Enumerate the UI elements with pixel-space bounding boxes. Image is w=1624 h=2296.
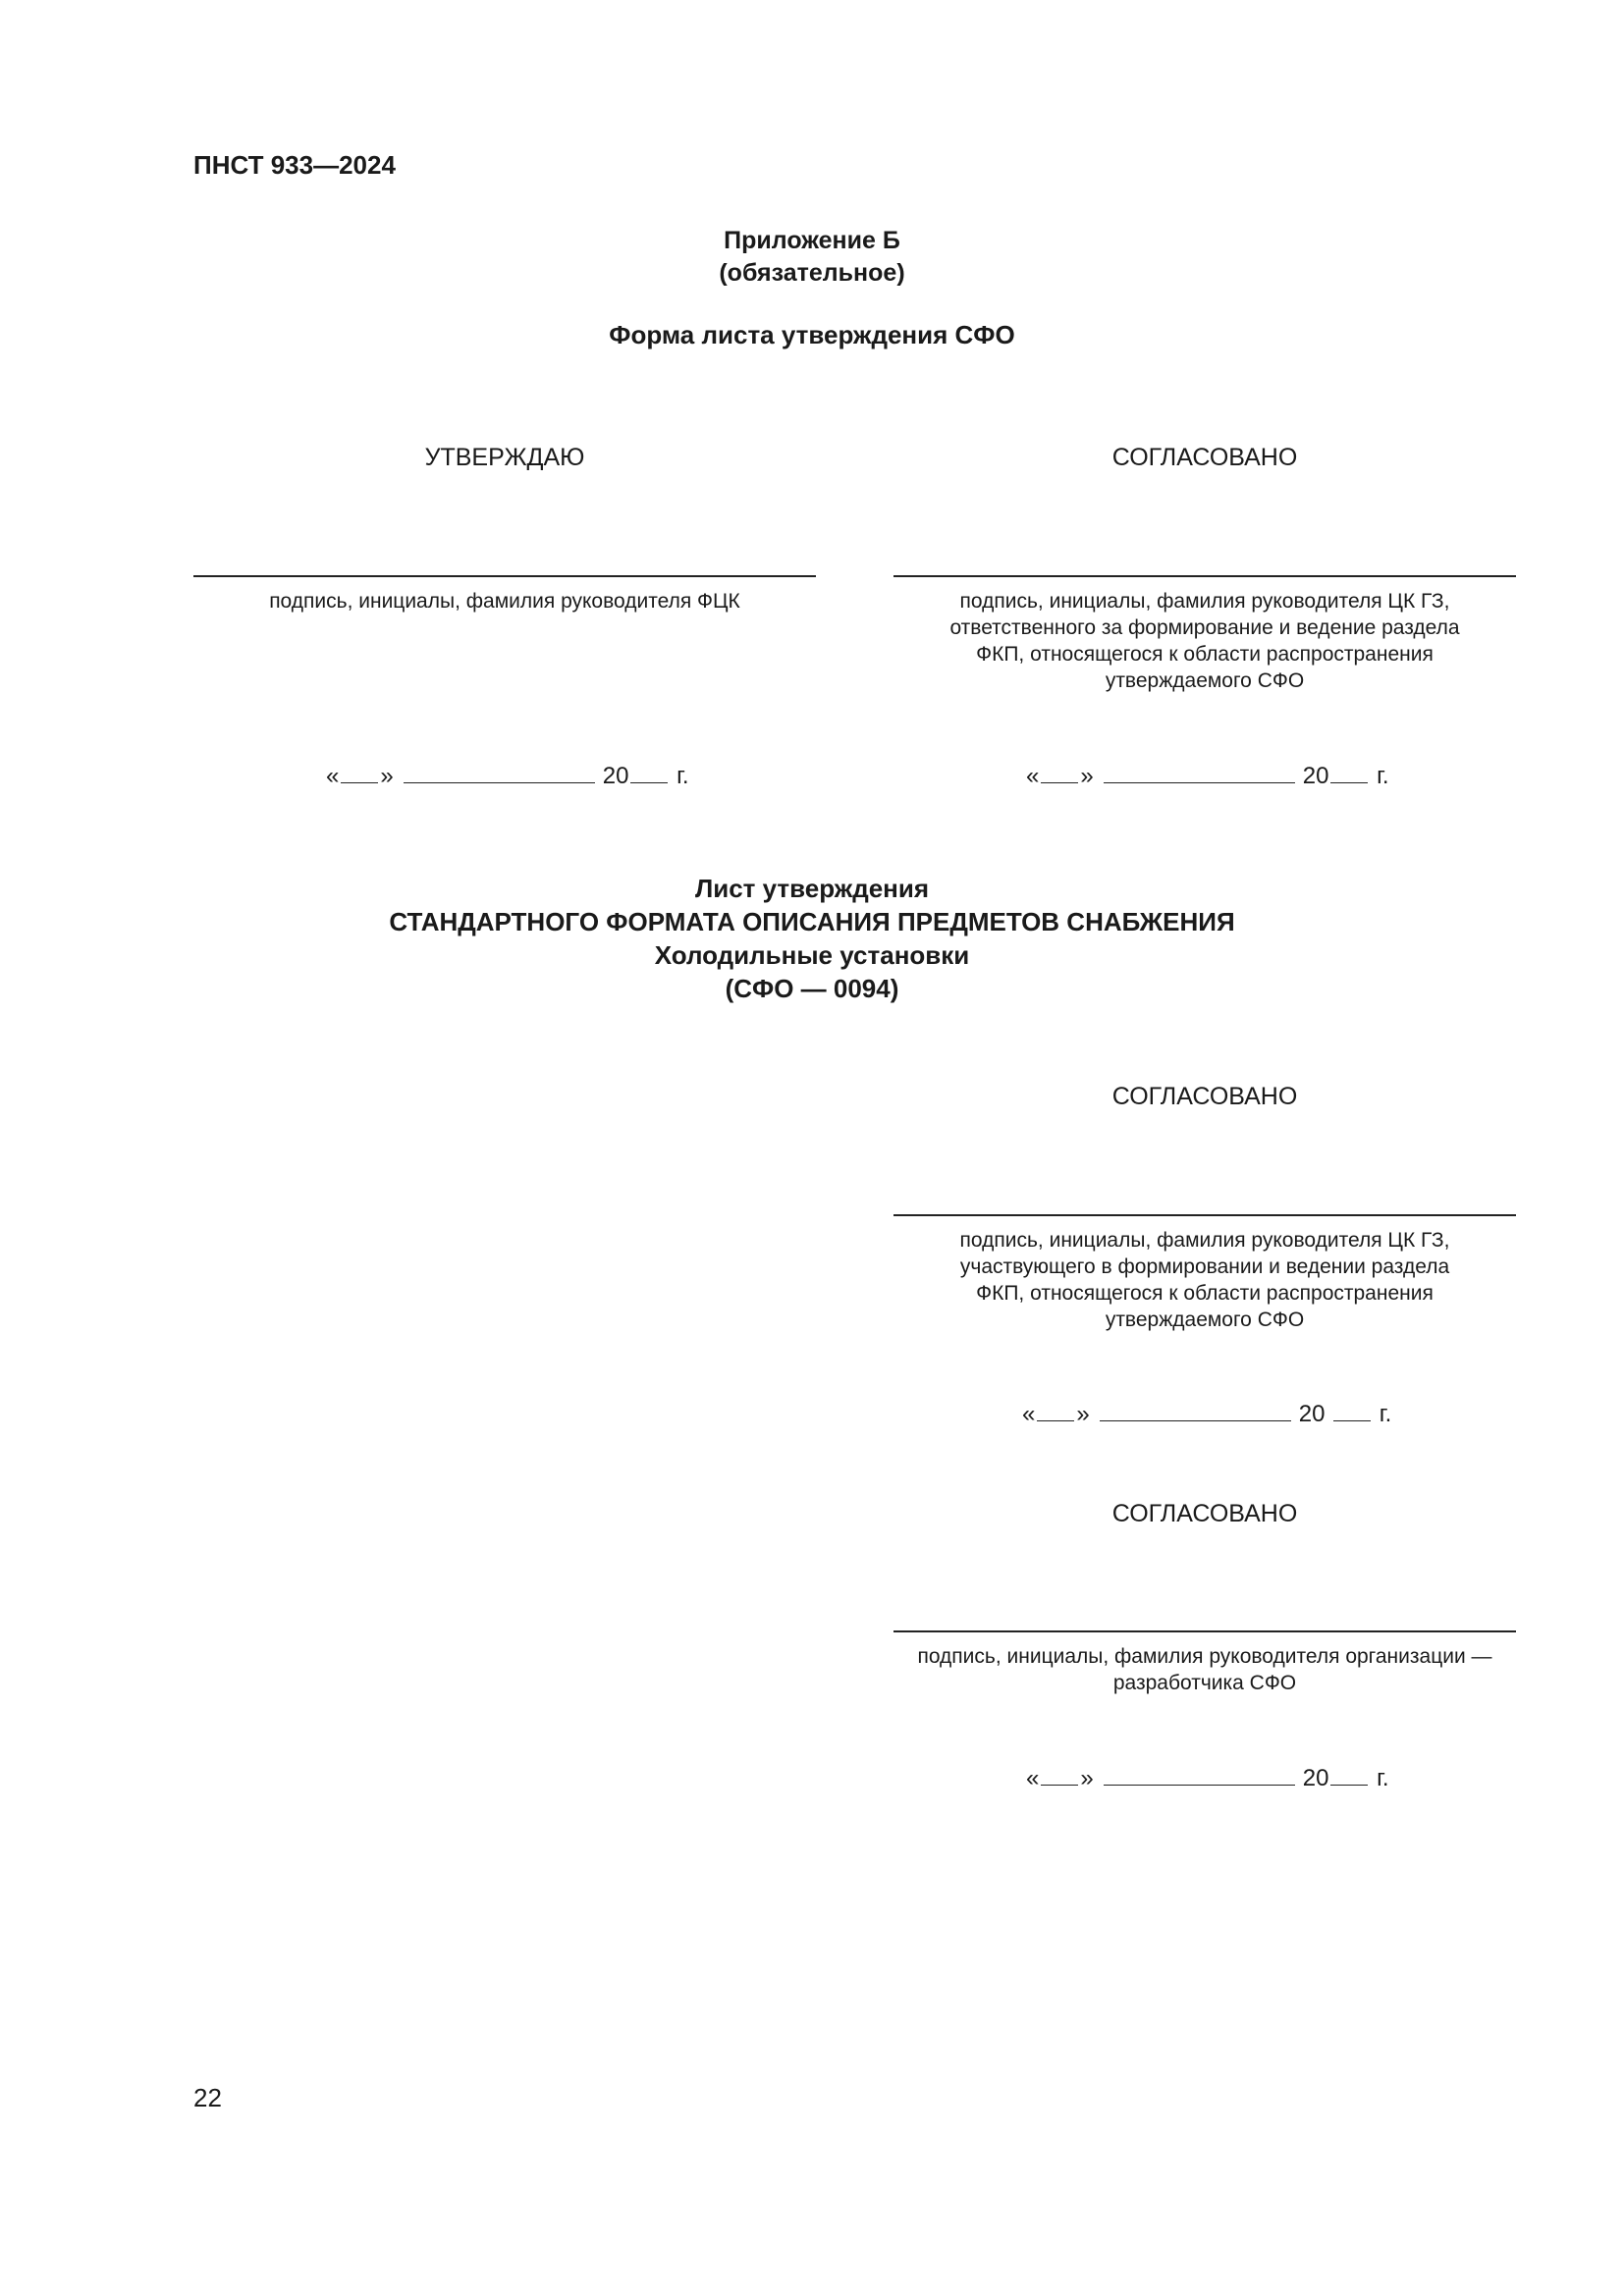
agreed-signature-caption-1 (893, 588, 1516, 694)
date-month-blank (1104, 781, 1295, 783)
approve-label: УТВЕРЖДАЮ (424, 444, 585, 471)
approval-sheet-line-2: СТАНДАРТНОГО ФОРМАТА ОПИСАНИЯ ПРЕДМЕТОВ СНАБЖЕНИЯ (389, 907, 1235, 936)
date-year-blank (630, 781, 668, 783)
agreed-signature-line-1 (893, 575, 1516, 577)
date-year-prefix: 20 (602, 763, 629, 789)
agreed-date-row-2 (1022, 1401, 1391, 1428)
approve-signature-caption: подпись, инициалы, фамилия руководителя ФЦК (269, 590, 740, 613)
approval-sheet-title (0, 872, 1624, 1005)
date-year-prefix: 20 (1302, 763, 1329, 789)
caption-line: подпись, инициалы, фамилия руководителя ЦК ГЗ, (959, 590, 1450, 613)
date-day-blank (1037, 1419, 1074, 1421)
date-year-blank (1333, 1419, 1371, 1421)
agreed-signature-caption-2 (893, 1227, 1516, 1333)
agreed-label-3: СОГЛАСОВАНО (1111, 1500, 1298, 1527)
date-open-quote: « (1022, 1401, 1036, 1427)
approve-signature-line (193, 575, 816, 577)
date-year-suffix: г. (1379, 1401, 1392, 1427)
date-year-prefix: 20 (1302, 1765, 1329, 1791)
date-year-suffix: г. (1377, 1765, 1389, 1791)
approval-sheet-line-4: (СФО — 0094) (725, 974, 899, 1003)
date-year-suffix: г. (677, 763, 689, 789)
date-month-blank (1104, 1784, 1295, 1786)
agreed-date-row-1 (1026, 763, 1389, 790)
agreed-label-1: СОГЛАСОВАНО (1111, 444, 1298, 471)
document-code: ПНСТ 933—2024 (193, 150, 396, 180)
date-close-quote: » (380, 763, 394, 789)
caption-line: подпись, инициалы, фамилия руководителя ЦК ГЗ, (959, 1229, 1450, 1252)
appendix-title: Приложение Б (724, 227, 900, 254)
page-number: 22 (193, 2083, 222, 2112)
date-close-quote: » (1076, 1401, 1090, 1427)
date-month-blank (1100, 1419, 1291, 1421)
date-year-suffix: г. (1377, 763, 1389, 789)
date-close-quote: » (1080, 763, 1094, 789)
date-open-quote: « (1026, 763, 1040, 789)
date-day-blank (341, 781, 378, 783)
date-open-quote: « (326, 763, 340, 789)
approval-sheet-line-3: Холодильные установки (654, 940, 970, 970)
form-title: Форма листа утверждения СФО (609, 320, 1015, 349)
agreed-signature-caption-3 (893, 1643, 1516, 1696)
caption-line: разработчика СФО (1112, 1672, 1297, 1694)
date-day-blank (1041, 781, 1078, 783)
caption-line: ФКП, относящегося к области распространения (976, 1282, 1434, 1305)
date-year-blank (1330, 1784, 1368, 1786)
caption-line: ответственного за формирование и ведение раздела (949, 616, 1460, 639)
date-month-blank (404, 781, 595, 783)
caption-line: подпись, инициалы, фамилия руководителя организации — (917, 1645, 1492, 1668)
agreed-date-row-3 (1026, 1765, 1389, 1792)
approval-sheet-line-1: Лист утверждения (694, 874, 930, 903)
caption-line: утверждаемого СФО (1105, 1308, 1305, 1331)
agreed-label-2: СОГЛАСОВАНО (1111, 1083, 1298, 1110)
date-day-blank (1041, 1784, 1078, 1786)
date-open-quote: « (1026, 1765, 1040, 1791)
caption-line: утверждаемого СФО (1105, 669, 1305, 692)
caption-line: участвующего в формировании и ведении раздела (959, 1255, 1450, 1278)
date-year-prefix: 20 (1298, 1401, 1326, 1427)
date-year-blank (1330, 781, 1368, 783)
appendix-status: (обязательное) (719, 259, 905, 287)
approve-date-row (326, 763, 689, 790)
agreed-signature-line-2 (893, 1214, 1516, 1216)
caption-line: ФКП, относящегося к области распространения (976, 643, 1434, 666)
appendix-heading (0, 225, 1624, 290)
agreed-signature-line-3 (893, 1630, 1516, 1632)
date-close-quote: » (1080, 1765, 1094, 1791)
